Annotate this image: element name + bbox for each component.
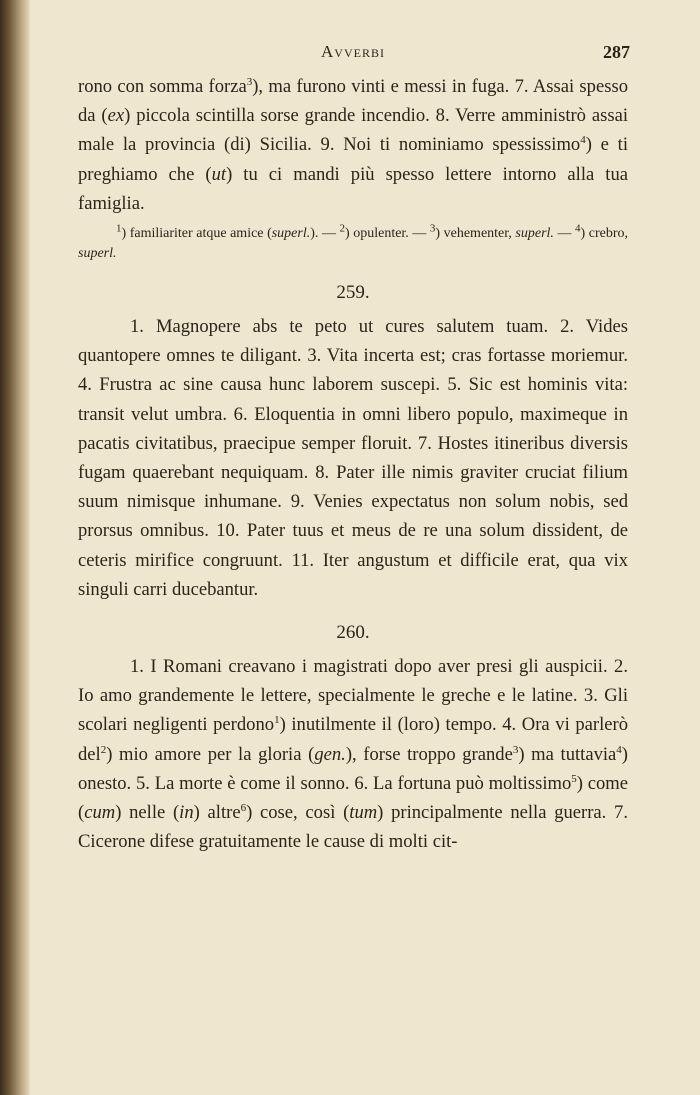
- text-run: rono con somma forza: [78, 76, 247, 97]
- text-run: ) altre: [193, 802, 241, 824]
- text-run: ), ma furono vinti e messi in fuga. 7. Assai spesso da (: [78, 76, 628, 127]
- footnote-text: ) opulenter. —: [345, 226, 430, 242]
- footnote-text: ) vehementer,: [435, 226, 516, 242]
- italic-text: cum: [84, 802, 116, 824]
- footnote-ref: 6: [240, 801, 247, 814]
- footnote-ref: 4: [580, 134, 586, 147]
- running-head: Avverbi: [321, 42, 385, 61]
- text-run: ) ma tuttavia: [518, 743, 617, 765]
- text-run: ) tu ci mandi più spesso lettere intorno alla tua famiglia.: [78, 163, 628, 214]
- text-run: ) nelle (: [115, 802, 180, 824]
- footnote-mark: 2: [339, 222, 345, 235]
- italic-text: in: [179, 802, 194, 824]
- footnote-mark: 4: [575, 222, 581, 235]
- footnote-mark: 3: [429, 222, 436, 235]
- exercise-number-259: 259.: [336, 282, 370, 304]
- book-page: [78, 42, 628, 856]
- book-binding-shadow: [0, 0, 30, 1095]
- page-header: [78, 42, 628, 72]
- footnote-ref: 4: [616, 743, 622, 756]
- text-run: ) cose, così (: [246, 802, 350, 824]
- text-run: ) e ti preghiamo che (: [78, 134, 628, 185]
- footnote-text: ) familiariter atque amice (: [121, 226, 272, 242]
- footnotes: [78, 224, 628, 264]
- text-run: ) onesto. 5. La morte è come il sonno. 6. La fortuna può moltissimo: [78, 743, 628, 794]
- exercise-259-text: 1. Magnopere abs te peto ut cures salutem tuam. 2. Vides quantopere omnes te diligant. 3. Vita incerta est; cras fortasse moriemur. 4. Frustra ac sine causa hunc laborem suscepi. 5. Sic est hominis vita: transit velut umbra. 6. Eloquentia in omni libero populo, maximeque in pacatis civitatibus, praecipue semper floruit. 7. Hostes itineribus diversis fugam quaerebant nequiquam. 8. Pater ille nimis graviter cruciat filium suum nimisque inhumane. 9. Venies expectatus non solum nobis, sed prorsus omnibus. 10. Pater tuus et meus de re una solum dissident, de ceteris mirifice congruunt. 11. Iter angustum et difficile erat, qua vix singuli carri ducebantur.: [78, 316, 628, 600]
- footnote-ref: 3: [246, 75, 253, 88]
- italic-text: ex: [107, 105, 125, 127]
- footnote-text: ). —: [310, 226, 340, 242]
- italic-text: tum: [349, 802, 378, 824]
- footnote-italic: superl.: [271, 226, 311, 242]
- page-number: 287: [603, 42, 630, 62]
- footnote-italic: superl.: [78, 246, 117, 262]
- text-run: 1. I Romani creavano i magistrati dopo aver presi gli auspicii. 2. Io amo grandemente le lettere, specialmente le greche e le latine. 3. Gli scolari negligenti perdono: [78, 656, 628, 736]
- text-run: ) mio amore per la gloria (: [106, 743, 315, 765]
- text-run: ) piccola scintilla sorse grande incendio. 8. Verre amministrò assai male la provincia (di) Sicilia. 9. Noi ti nominiamo spessissimo: [78, 105, 628, 156]
- italic-text: gen.: [314, 743, 346, 765]
- footnote-ref: 1: [274, 714, 280, 727]
- footnote-text: —: [553, 226, 576, 242]
- continuation-paragraph: [78, 72, 628, 218]
- footnote-ref: 2: [100, 743, 107, 756]
- exercise-number-260: 260.: [336, 622, 370, 644]
- exercise-260-text: [78, 652, 628, 856]
- footnote-ref: 5: [571, 772, 577, 785]
- text-run: ), forse troppo grande: [345, 743, 513, 765]
- text-run: ) principalmente nella guerra. 7. Cicerone difese gratuitamente le cause di molti cit-: [78, 802, 628, 853]
- footnote-mark: 1: [116, 222, 122, 235]
- footnote-italic: superl.: [515, 226, 554, 242]
- footnote-ref: 3: [512, 743, 519, 756]
- footnote-text: ) crebro,: [580, 226, 628, 242]
- text-run: ) inutilmente il (loro) tempo. 4. Ora vi parlerò del: [78, 714, 628, 765]
- text-run: ) come (: [78, 772, 628, 824]
- italic-text: ut: [211, 163, 227, 185]
